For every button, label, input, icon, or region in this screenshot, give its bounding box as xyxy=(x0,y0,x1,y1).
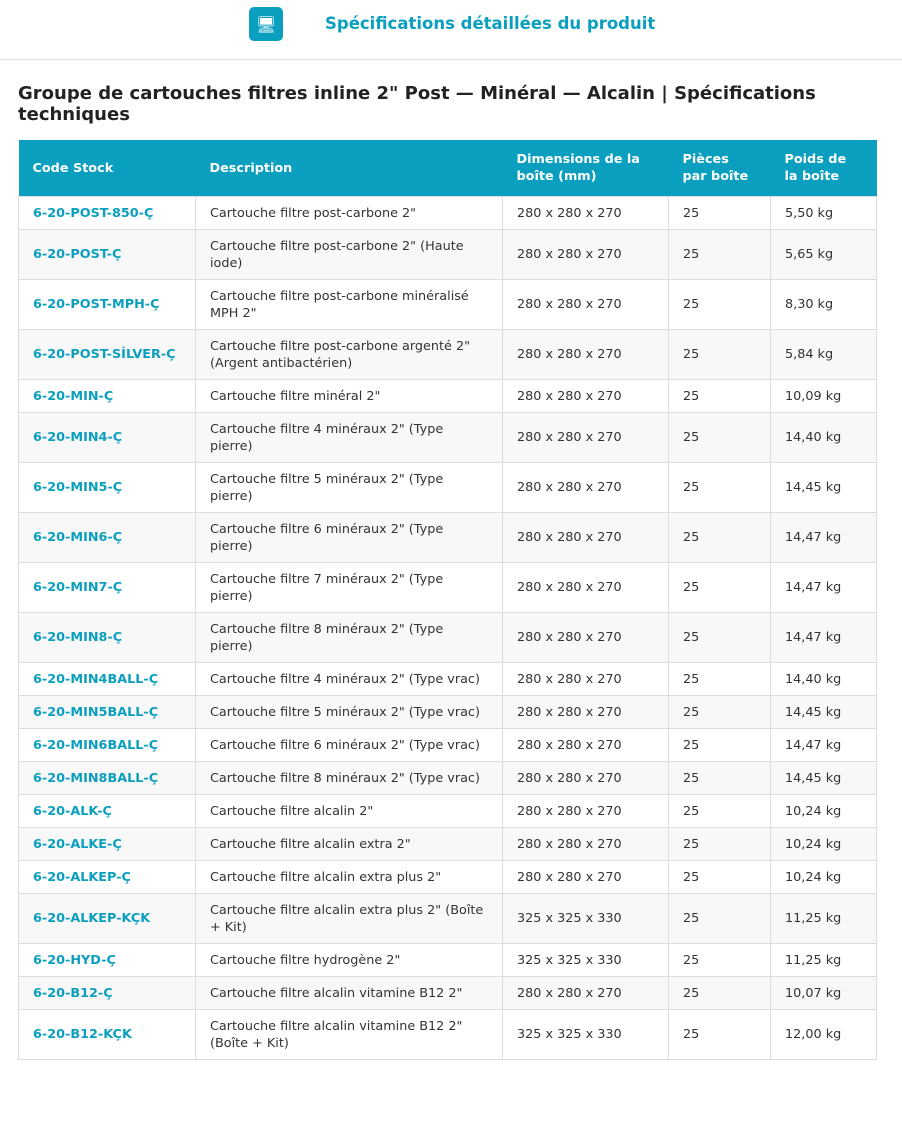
dimensions-cell: 280 x 280 x 270 xyxy=(503,828,669,861)
description-cell: Cartouche filtre hydrogène 2" xyxy=(196,944,503,977)
code-cell[interactable]: 6-20-ALKEP-KÇK xyxy=(19,894,196,944)
weight-cell: 14,40 kg xyxy=(771,413,877,463)
header-row xyxy=(19,140,877,197)
table-row xyxy=(19,663,877,696)
weight-cell: 10,09 kg xyxy=(771,380,877,413)
dimensions-cell: 280 x 280 x 270 xyxy=(503,762,669,795)
description-cell: Cartouche filtre alcalin extra plus 2" (Boîte + Kit) xyxy=(196,894,503,944)
weight-cell: 10,24 kg xyxy=(771,861,877,894)
code-cell[interactable]: 6-20-MIN5BALL-Ç xyxy=(19,696,196,729)
code-cell[interactable]: 6-20-B12-KÇK xyxy=(19,1010,196,1060)
pieces-cell: 25 xyxy=(669,613,771,663)
top-header xyxy=(0,0,902,60)
weight-cell: 14,45 kg xyxy=(771,463,877,513)
description-cell: Cartouche filtre post-carbone 2" (Haute iode) xyxy=(196,230,503,280)
code-cell[interactable]: 6-20-MIN7-Ç xyxy=(19,563,196,613)
pieces-cell: 25 xyxy=(669,380,771,413)
code-cell[interactable]: 6-20-ALKEP-Ç xyxy=(19,861,196,894)
table-row xyxy=(19,230,877,280)
table-row xyxy=(19,828,877,861)
pieces-cell: 25 xyxy=(669,280,771,330)
table-row xyxy=(19,1010,877,1060)
description-cell: Cartouche filtre alcalin extra 2" xyxy=(196,828,503,861)
weight-cell: 14,47 kg xyxy=(771,729,877,762)
dimensions-cell: 280 x 280 x 270 xyxy=(503,380,669,413)
table-row xyxy=(19,513,877,563)
pieces-cell: 25 xyxy=(669,977,771,1010)
column-header-dimensions: Dimensions de la boîte (mm) xyxy=(503,140,669,197)
pieces-cell: 25 xyxy=(669,413,771,463)
table-row xyxy=(19,330,877,380)
description-cell: Cartouche filtre 8 minéraux 2" (Type pierre) xyxy=(196,613,503,663)
weight-cell: 8,30 kg xyxy=(771,280,877,330)
table-header xyxy=(19,140,877,197)
table-row xyxy=(19,795,877,828)
pieces-cell: 25 xyxy=(669,944,771,977)
table-row xyxy=(19,563,877,613)
dimensions-cell: 280 x 280 x 270 xyxy=(503,563,669,613)
pieces-cell: 25 xyxy=(669,894,771,944)
dimensions-cell: 280 x 280 x 270 xyxy=(503,613,669,663)
description-cell: Cartouche filtre alcalin vitamine B12 2" xyxy=(196,977,503,1010)
description-cell: Cartouche filtre 4 minéraux 2" (Type pierre) xyxy=(196,413,503,463)
weight-cell: 5,65 kg xyxy=(771,230,877,280)
code-cell[interactable]: 6-20-MIN8-Ç xyxy=(19,613,196,663)
pieces-cell: 25 xyxy=(669,696,771,729)
description-cell: Cartouche filtre 8 minéraux 2" (Type vrac) xyxy=(196,762,503,795)
code-cell[interactable]: 6-20-B12-Ç xyxy=(19,977,196,1010)
pieces-cell: 25 xyxy=(669,828,771,861)
pieces-cell: 25 xyxy=(669,230,771,280)
pieces-cell: 25 xyxy=(669,1010,771,1060)
pieces-cell: 25 xyxy=(669,463,771,513)
table-row xyxy=(19,380,877,413)
description-cell: Cartouche filtre 6 minéraux 2" (Type pierre) xyxy=(196,513,503,563)
weight-cell: 10,07 kg xyxy=(771,977,877,1010)
code-cell[interactable]: 6-20-POST-850-Ç xyxy=(19,197,196,230)
header-title: Spécifications détaillées du produit xyxy=(325,14,656,33)
table-row xyxy=(19,613,877,663)
code-cell[interactable]: 6-20-MIN5-Ç xyxy=(19,463,196,513)
table-row xyxy=(19,463,877,513)
pieces-cell: 25 xyxy=(669,330,771,380)
description-cell: Cartouche filtre post-carbone argenté 2" (Argent antibactérien) xyxy=(196,330,503,380)
pieces-cell: 25 xyxy=(669,762,771,795)
pieces-cell: 25 xyxy=(669,663,771,696)
description-cell: Cartouche filtre 5 minéraux 2" (Type vrac) xyxy=(196,696,503,729)
dimensions-cell: 325 x 325 x 330 xyxy=(503,894,669,944)
table-row xyxy=(19,413,877,463)
code-cell[interactable]: 6-20-POST-Ç xyxy=(19,230,196,280)
table-row xyxy=(19,944,877,977)
specs-table xyxy=(18,140,877,1060)
dimensions-cell: 280 x 280 x 270 xyxy=(503,197,669,230)
weight-cell: 11,25 kg xyxy=(771,894,877,944)
code-cell[interactable]: 6-20-MIN8BALL-Ç xyxy=(19,762,196,795)
description-cell: Cartouche filtre 4 minéraux 2" (Type vrac) xyxy=(196,663,503,696)
weight-cell: 14,47 kg xyxy=(771,563,877,613)
code-cell[interactable]: 6-20-POST-SİLVER-Ç xyxy=(19,330,196,380)
dimensions-cell: 280 x 280 x 270 xyxy=(503,280,669,330)
column-header-pieces: Pièces par boîte xyxy=(669,140,771,197)
code-cell[interactable]: 6-20-MIN6-Ç xyxy=(19,513,196,563)
description-cell: Cartouche filtre minéral 2" xyxy=(196,380,503,413)
pieces-cell: 25 xyxy=(669,861,771,894)
weight-cell: 14,47 kg xyxy=(771,613,877,663)
dimensions-cell: 280 x 280 x 270 xyxy=(503,413,669,463)
dimensions-cell: 325 x 325 x 330 xyxy=(503,944,669,977)
pieces-cell: 25 xyxy=(669,795,771,828)
table-row xyxy=(19,861,877,894)
table-row xyxy=(19,280,877,330)
dimensions-cell: 280 x 280 x 270 xyxy=(503,663,669,696)
dimensions-cell: 280 x 280 x 270 xyxy=(503,330,669,380)
column-header-description: Description xyxy=(196,140,503,197)
code-cell[interactable]: 6-20-MIN-Ç xyxy=(19,380,196,413)
code-cell[interactable]: 6-20-MIN4BALL-Ç xyxy=(19,663,196,696)
dimensions-cell: 280 x 280 x 270 xyxy=(503,230,669,280)
code-cell[interactable]: 6-20-MIN6BALL-Ç xyxy=(19,729,196,762)
weight-cell: 10,24 kg xyxy=(771,828,877,861)
column-header-code: Code Stock xyxy=(19,140,196,197)
pieces-cell: 25 xyxy=(669,729,771,762)
pieces-cell: 25 xyxy=(669,563,771,613)
code-cell[interactable]: 6-20-MIN4-Ç xyxy=(19,413,196,463)
dimensions-cell: 280 x 280 x 270 xyxy=(503,861,669,894)
code-cell[interactable]: 6-20-ALK-Ç xyxy=(19,795,196,828)
table-row xyxy=(19,977,877,1010)
weight-cell: 14,47 kg xyxy=(771,513,877,563)
page-title: Groupe de cartouches filtres inline 2" Post — Minéral — Alcalin | Spécifications techniques xyxy=(18,83,816,125)
table-row xyxy=(19,762,877,795)
dimensions-cell: 325 x 325 x 330 xyxy=(503,1010,669,1060)
description-cell: Cartouche filtre 7 minéraux 2" (Type pierre) xyxy=(196,563,503,613)
column-header-weight: Poids de la boîte xyxy=(771,140,877,197)
table-row xyxy=(19,197,877,230)
description-cell: Cartouche filtre 6 minéraux 2" (Type vrac) xyxy=(196,729,503,762)
weight-cell: 14,45 kg xyxy=(771,762,877,795)
weight-cell: 10,24 kg xyxy=(771,795,877,828)
table-row xyxy=(19,696,877,729)
description-cell: Cartouche filtre alcalin 2" xyxy=(196,795,503,828)
dimensions-cell: 280 x 280 x 270 xyxy=(503,977,669,1010)
description-cell: Cartouche filtre post-carbone minéralisé MPH 2" xyxy=(196,280,503,330)
description-cell: Cartouche filtre alcalin vitamine B12 2" (Boîte + Kit) xyxy=(196,1010,503,1060)
weight-cell: 12,00 kg xyxy=(771,1010,877,1060)
dimensions-cell: 280 x 280 x 270 xyxy=(503,696,669,729)
pieces-cell: 25 xyxy=(669,513,771,563)
dimensions-cell: 280 x 280 x 270 xyxy=(503,463,669,513)
weight-cell: 5,84 kg xyxy=(771,330,877,380)
monitor-icon: 🖥 xyxy=(249,7,283,41)
code-cell[interactable]: 6-20-ALKE-Ç xyxy=(19,828,196,861)
dimensions-cell: 280 x 280 x 270 xyxy=(503,513,669,563)
weight-cell: 14,40 kg xyxy=(771,663,877,696)
description-cell: Cartouche filtre alcalin extra plus 2" xyxy=(196,861,503,894)
dimensions-cell: 280 x 280 x 270 xyxy=(503,729,669,762)
weight-cell: 14,45 kg xyxy=(771,696,877,729)
table-row xyxy=(19,894,877,944)
dimensions-cell: 280 x 280 x 270 xyxy=(503,795,669,828)
code-cell[interactable]: 6-20-HYD-Ç xyxy=(19,944,196,977)
code-cell[interactable]: 6-20-POST-MPH-Ç xyxy=(19,280,196,330)
pieces-cell: 25 xyxy=(669,197,771,230)
weight-cell: 5,50 kg xyxy=(771,197,877,230)
table-body xyxy=(19,197,877,1060)
description-cell: Cartouche filtre 5 minéraux 2" (Type pierre) xyxy=(196,463,503,513)
description-cell: Cartouche filtre post-carbone 2" xyxy=(196,197,503,230)
table-row xyxy=(19,729,877,762)
weight-cell: 11,25 kg xyxy=(771,944,877,977)
